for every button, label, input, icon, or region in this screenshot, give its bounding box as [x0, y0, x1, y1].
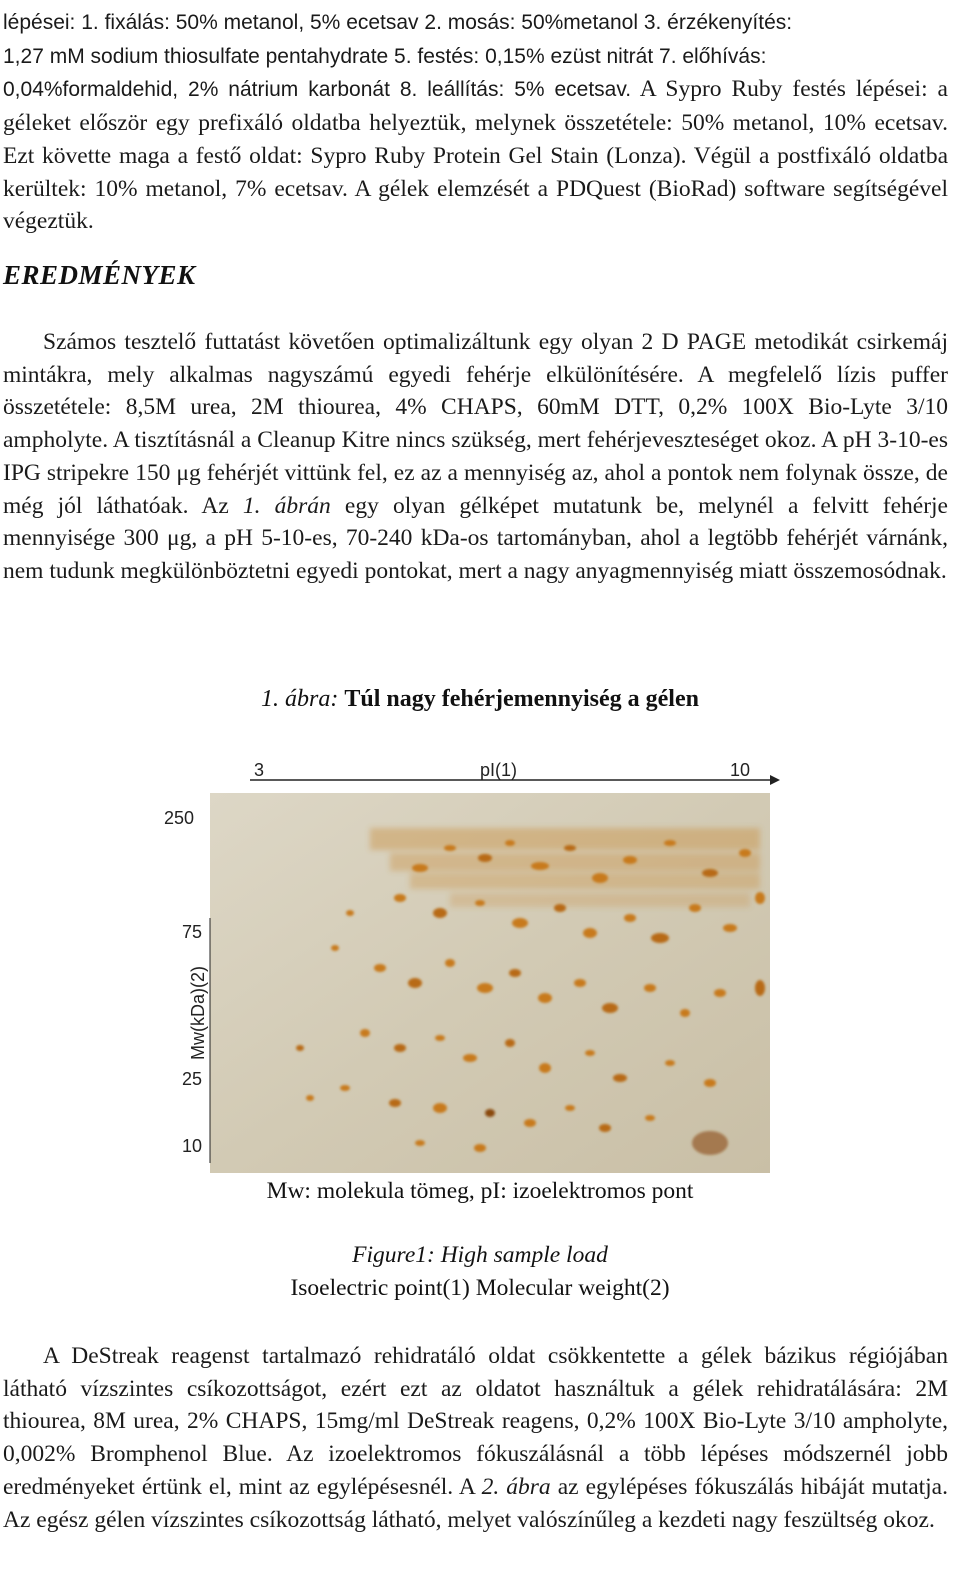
results-text-a: Számos tesztelő futtatást követően optimalizáltunk egy olyan 2 D PAGE metodikát csirkemáj mintákra, mely alkalmas nagyszámú egyedi fehérje elkülönítésére. A megfelelő lízis puffer összetétele: 8,5M urea, 2M thiourea, 4% CHAPS, 60mM DTT, 0,2% 100X Bio-Lyte 3/10 ampholyte. A tisztításnál a Cleanup Kitre nincs szükség, mert fehérjeveszteséget okoz. A pH 3-10-es IPG stripekre 150 μg fehérjét vittünk fel, ez az a mennyiség az, ahol a pontok nem folynak össze, de még jól láthatóak. Az [3, 329, 948, 519]
mw-tick-10: 10 [182, 1136, 203, 1156]
figure-caption-en-sub: Isoelectric point(1) Molecular weight(2) [290, 1275, 670, 1301]
figure-reference-2: 2. ábra [481, 1473, 551, 1500]
pi-min-label: 3 [254, 760, 265, 780]
methods-rest: A Sypro Ruby festés lépései: a géleket először egy prefixáló oldatba helyeztük, melynek összetétele: 50% metanol, 10% ecetsav. Ezt követte maga a festő oldat: Sypro Ruby Protein Gel Stain (Lonza). Végül a postfixáló oldatba kerültek: 10% metanol, 7% ecetsav. A gélek elemzését a PDQuest (BioRad) software segítségével végeztük. [3, 76, 948, 235]
paragraph-destreak [3, 1340, 948, 1536]
methods-line-2: 1,27 mM sodium thiosulfate pentahydrate 5. festés: 0,15% ezüst nitrát 7. előhívás: [3, 44, 767, 68]
methods-line-3: 0,04%formaldehid, 2% nátrium karbonát 8. leállítás: 5% ecetsav. [3, 78, 632, 102]
figure-caption-hu: Mw: molekula tömeg, pI: izoelektromos pont [266, 1178, 694, 1204]
results-text-b: egy olyan gélképet mutatunk be, melynél a felvitt fehérje mennyisége 300 μg, a pH 5-10-es, 70-240 kDa-os tartományban, ahol a legtöbb fehérjét várnánk, nem tudunk megkülönböztetni egyedi pontokat, mert a nagy anyagmennyiség miatt összemosódnak. [3, 492, 948, 584]
paragraph-results [3, 326, 948, 588]
mw-tick-25: 25 [182, 1069, 203, 1089]
mw-tick-250: 250 [164, 808, 195, 828]
figure-title-text: Túl nagy fehérjemennyiség a gélen [344, 686, 699, 712]
figure-caption-en-title: Figure1: High sample load [352, 1242, 608, 1268]
section-heading-results: EREDMÉNYEK [3, 260, 196, 290]
gel-figure [150, 748, 790, 1178]
destreak-text-a: A DeStreak reagenst tartalmazó rehidratáló oldat csökkentette a gélek bázikus régiójában látható vízszintes csíkozottságot, ezért ezt az oldatot használtuk a gélek rehidratálására: 2M thiourea, 8M urea, 2% CHAPS, 15mg/ml DeStreak reagens, 0,2% 100X Bio-Lyte 3/10 ampholyte, 0,002% Bromphenol Blue. Az izoelektromos fókuszálásnál a több lépéses módszernél jobb eredményeket értünk el, mint az egylépésesnél. A [3, 1343, 948, 1500]
mw-axis-label: Mw(kDa)(2) [188, 966, 208, 1060]
figure-title [0, 686, 960, 713]
paragraph-methods [3, 6, 948, 238]
pi-axis-arrowhead [770, 775, 780, 785]
mw-tick-75: 75 [182, 922, 203, 942]
figure-number: 1. ábra: [261, 686, 339, 712]
pi-max-label: 10 [730, 760, 751, 780]
methods-line-1: lépései: 1. fixálás: 50% metanol, 5% ecetsav 2. mosás: 50%metanol 3. érzékenyítés: [3, 11, 793, 34]
figure-reference-1: 1. ábrán [242, 492, 331, 519]
destreak-text-b: az egylépéses fókuszálás hibáját mutatja. Az egész gélen vízszintes csíkozottság látható, melyet valószínűleg a kezdeti nagy feszültség okoz. [3, 1473, 948, 1533]
pi-axis-label: pI(1) [480, 760, 518, 780]
